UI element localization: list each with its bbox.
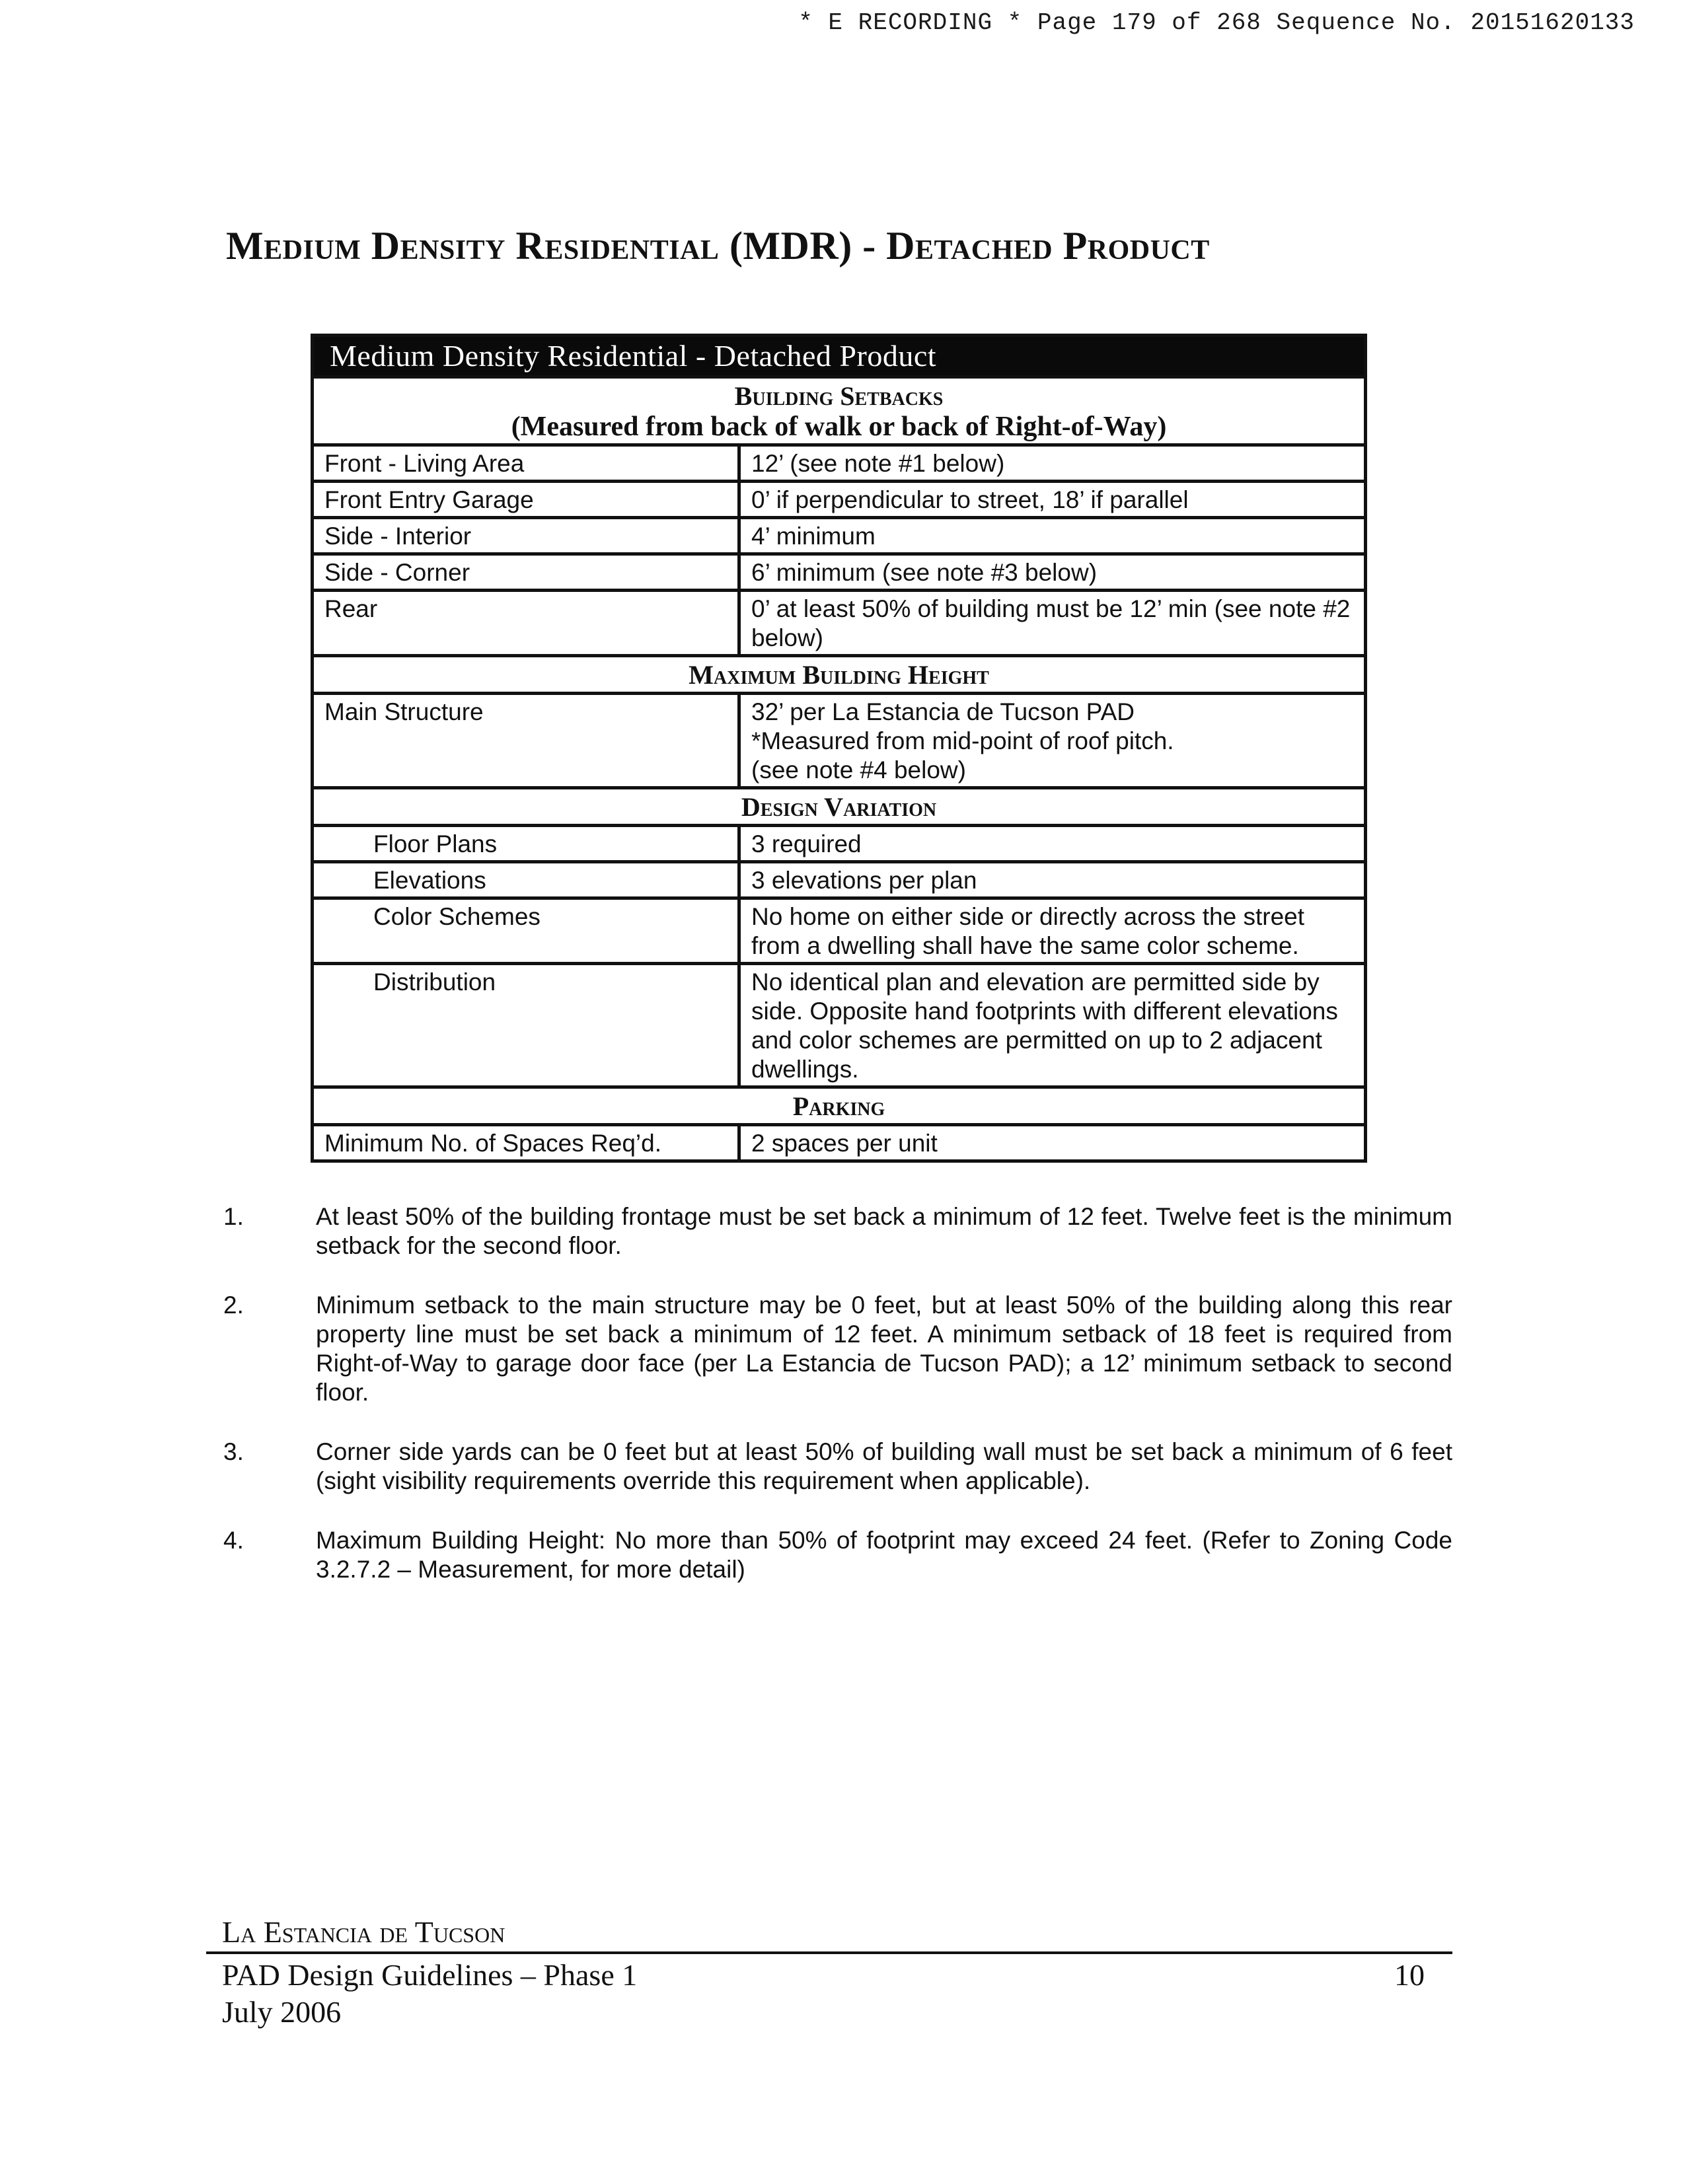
notes-list [223,1202,1452,1615]
note-number: 1. [223,1203,244,1230]
section-subheading: (Measured from back of walk or back of Right-of-Way) [511,412,1167,442]
footer-date: July 2006 [222,1995,342,2029]
table-row [313,826,1366,862]
page-number: 10 [1394,1958,1425,1992]
row-value-line: *Measured from mid-point of roof pitch. [751,727,1174,754]
note-text: Maximum Building Height: No more than 50% of footprint may exceed 24 feet. (Refer to Zoning Code 3.2.7.2 – Measurement, for more detail) [316,1527,1452,1583]
table-row [313,554,1366,591]
row-value: 3 required [739,826,1366,862]
table-row [313,964,1366,1087]
row-label: Minimum No. of Spaces Req’d. [313,1125,739,1161]
row-value: 6’ minimum (see note #3 below) [739,554,1366,591]
design-standards-table [311,334,1367,1163]
footer-subtitle: PAD Design Guidelines – Phase 1 [222,1958,638,1992]
table-row [313,862,1366,898]
note-item [223,1438,1452,1496]
section-header-height: Maximum Building Height [313,656,1366,694]
row-value: No identical plan and elevation are permitted side by side. Opposite hand footprints with different elevations and color schemes are permitted on up to 2 adjacent dwellings. [739,964,1366,1087]
design-standards-table-wrap [311,334,1364,1163]
footer-title: La Estancia de Tucson [222,1915,505,1949]
recording-header: * E RECORDING * Page 179 of 268 Sequence No. 20151620133 [798,9,1635,36]
footer-date-row [222,1994,1451,2031]
row-value: 2 spaces per unit [739,1125,1366,1161]
note-number: 3. [223,1438,244,1465]
row-label: Side - Interior [313,518,739,554]
row-label: Front - Living Area [313,445,739,482]
table-row [313,1125,1366,1161]
row-label: Rear [313,591,739,656]
row-value: 3 elevations per plan [739,862,1366,898]
section-heading: Building Setbacks [734,381,944,411]
table-banner: Medium Density Residential - Detached Product [313,336,1366,377]
section-header-setbacks [313,377,1366,445]
row-label: Color Schemes [313,898,739,964]
table-row [313,518,1366,554]
note-text: At least 50% of the building frontage must be set back a minimum of 12 feet. Twelve feet is the minimum setback for the second floor. [316,1203,1452,1259]
row-value-line: 32’ per La Estancia de Tucson PAD [751,698,1135,725]
note-text: Corner side yards can be 0 feet but at least 50% of building wall must be set back a minimum of 6 feet (sight visibility requirements override this requirement when applicable). [316,1438,1452,1494]
section-header-parking: Parking [313,1087,1366,1125]
section-header-variation: Design Variation [313,788,1366,826]
section-header-row [313,656,1366,694]
note-number: 2. [223,1292,244,1319]
row-value [739,694,1366,788]
table-row [313,445,1366,482]
section-header-row [313,788,1366,826]
row-label: Distribution [313,964,739,1087]
row-value: 12’ (see note #1 below) [739,445,1366,482]
row-label: Side - Corner [313,554,739,591]
table-row [313,898,1366,964]
table-row [313,591,1366,656]
table-banner-row [313,336,1366,377]
row-value: 0’ if perpendicular to street, 18’ if parallel [739,482,1366,518]
page-footer [222,1914,1451,2031]
section-header-row [313,377,1366,445]
section-header-row [313,1087,1366,1125]
footer-row [222,1957,1451,1994]
table-row [313,482,1366,518]
row-value: No home on either side or directly across the street from a dwelling shall have the same color scheme. [739,898,1366,964]
row-value: 0’ at least 50% of building must be 12’ min (see note #2 below) [739,591,1366,656]
row-label: Floor Plans [313,826,739,862]
row-label: Elevations [313,862,739,898]
row-value-line: (see note #4 below) [751,756,966,783]
row-label: Main Structure [313,694,739,788]
note-item [223,1291,1452,1407]
note-item [223,1526,1452,1584]
footer-divider [206,1951,1452,1954]
row-value: 4’ minimum [739,518,1366,554]
row-label: Front Entry Garage [313,482,739,518]
page-title: Medium Density Residential (MDR) - Detached Product [226,224,1210,268]
note-number: 4. [223,1527,244,1554]
note-item [223,1202,1452,1260]
table-row [313,694,1366,788]
note-text: Minimum setback to the main structure may be 0 feet, but at least 50% of the building along this rear property line must be set back a minimum of 12 feet. A minimum setback of 18 feet is required from Right-of-Way to garage door face (per La Estancia de Tucson PAD); a 12’ minimum setback to second floor. [316,1292,1452,1406]
